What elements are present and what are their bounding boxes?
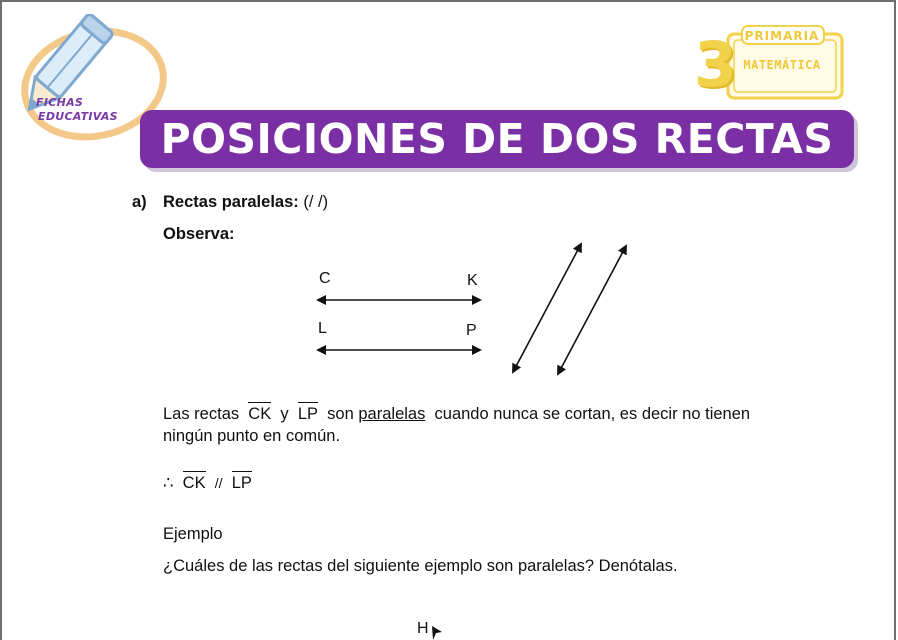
- point-h-label: H: [417, 620, 429, 637]
- example-question: ¿Cuáles de las rectas del siguiente ejemplo son paralelas? Denótalas.: [163, 557, 678, 575]
- therefore-symbol: ∴: [163, 474, 174, 492]
- oblique-line-2: [558, 246, 626, 374]
- explanation-rest: cuando nunca se cortan, es decir no tienen: [434, 405, 751, 423]
- example-label: Ejemplo: [163, 525, 223, 543]
- logo-text-line1: FICHAS: [36, 96, 84, 109]
- conclusion-segment-lp: LP: [231, 474, 252, 492]
- logo-text-line2: EDUCATIVAS: [38, 110, 118, 123]
- section-heading: Rectas paralelas:: [163, 193, 299, 211]
- section-marker: a): [132, 193, 147, 211]
- parallel-lines-diagram: [300, 235, 650, 385]
- arrowhead-icon: [430, 624, 444, 640]
- point-l-label: L: [318, 320, 327, 337]
- segment-ck: CK: [248, 405, 272, 423]
- explanation-prefix: Las rectas: [163, 405, 240, 423]
- observe-label: Observa:: [163, 225, 235, 243]
- subject-label: MATEMÁTICA: [743, 58, 821, 72]
- point-p-label: P: [466, 322, 477, 339]
- explanation-verb: son: [327, 405, 354, 423]
- page-title: POSICIONES DE DOS RECTAS: [160, 115, 834, 163]
- grade-number: 3: [694, 28, 738, 101]
- explanation-conj: y: [280, 405, 289, 423]
- parallel-operator: //: [214, 475, 223, 491]
- section-heading-line: [163, 193, 328, 212]
- grade-level: PRIMARIA: [744, 29, 820, 43]
- segment-lp: LP: [297, 405, 318, 423]
- explanation-keyword: paralelas: [358, 405, 426, 423]
- conclusion-line: [163, 473, 252, 493]
- point-c-label: C: [319, 270, 331, 287]
- oblique-line-1: [513, 244, 581, 372]
- conclusion-segment-ck: CK: [182, 474, 206, 492]
- point-k-label: K: [467, 272, 478, 289]
- parallel-symbol: (/ /): [303, 193, 329, 211]
- explanation-line-2: ningún punto en común.: [163, 427, 341, 445]
- explanation-line-1: [163, 405, 750, 424]
